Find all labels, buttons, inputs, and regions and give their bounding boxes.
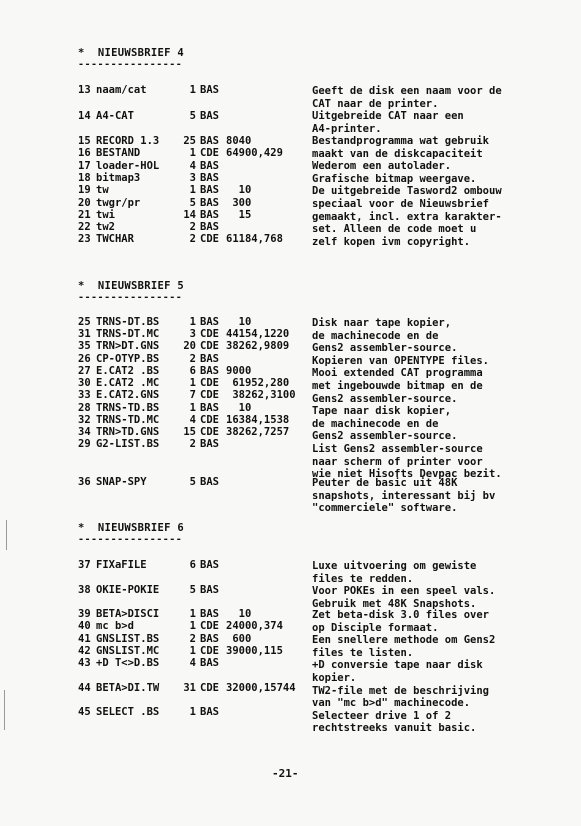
file-type: CDE xyxy=(200,426,219,438)
file-number: 45 xyxy=(78,706,91,718)
file-name: FIXaFILE xyxy=(96,559,147,571)
description-line: Mooi extended CAT programma xyxy=(312,367,483,380)
file-number: 22 xyxy=(78,221,91,233)
file-address: 61952,280 xyxy=(226,377,290,389)
file-type: BAS xyxy=(200,84,219,96)
file-name: twi xyxy=(96,209,115,221)
file-size: 4 xyxy=(189,414,196,426)
file-description xyxy=(312,85,572,110)
file-number: 18 xyxy=(78,172,91,184)
description-line: CAT naar de printer. xyxy=(312,97,439,110)
file-type: BAS xyxy=(200,608,219,620)
file-size: 7 xyxy=(189,389,196,401)
description-line: wie niet Hisofts Devpac bezit. xyxy=(312,468,502,481)
description-line: Voor POKEs in een speel vals. xyxy=(312,585,496,597)
file-name: TRN>TD.GNS xyxy=(96,426,160,438)
file-number: 40 xyxy=(78,620,91,632)
file-description xyxy=(312,110,572,135)
file-size: 6 xyxy=(189,365,196,377)
file-address: 44154,1220 xyxy=(226,328,290,340)
description-line: A4-printer. xyxy=(312,122,382,135)
file-number: 37 xyxy=(78,559,91,571)
file-address: 15 xyxy=(226,209,252,221)
description-line: Grafische bitmap weergave. xyxy=(312,172,477,185)
file-name: SELECT .BS xyxy=(96,706,160,718)
file-description xyxy=(312,135,572,248)
file-type: BAS xyxy=(200,135,219,147)
file-description xyxy=(312,317,572,481)
file-name: tw xyxy=(96,184,109,196)
file-name: OKIE-POKIE xyxy=(96,584,160,596)
file-size: 1 xyxy=(189,316,196,328)
description-line: set. Alleen de code moet u xyxy=(312,223,477,236)
description-line: Gens2 assembler-source. xyxy=(312,342,458,355)
file-type: CDE xyxy=(200,147,219,159)
page-number: -21- xyxy=(272,767,299,780)
file-type: BAS xyxy=(200,438,219,450)
description-line: files te redden. xyxy=(312,572,414,585)
file-name: SNAP-SPY xyxy=(96,476,147,488)
file-number: 25 xyxy=(78,316,91,328)
file-type: BAS xyxy=(200,365,219,377)
description-line: Selecteer drive 1 of 2 xyxy=(312,709,452,722)
file-number: 36 xyxy=(78,476,91,488)
file-type: BAS xyxy=(200,476,219,488)
file-number: 21 xyxy=(78,209,91,221)
file-description xyxy=(312,560,572,585)
file-size: 25 xyxy=(183,135,196,147)
file-number: 13 xyxy=(78,84,91,96)
description-line: Disk naar tape kopier, xyxy=(312,317,452,329)
file-description xyxy=(312,477,572,515)
file-type: BAS xyxy=(200,221,219,233)
file-address: 10 xyxy=(226,184,252,196)
description-line: "commerciele" software. xyxy=(312,502,458,515)
file-type: BAS xyxy=(200,197,219,209)
file-address: 32000,15744 xyxy=(226,682,296,694)
description-line: +D conversie tape naar disk xyxy=(312,659,483,672)
file-size: 3 xyxy=(189,328,196,340)
file-type: BAS xyxy=(200,184,219,196)
file-name: bitmap3 xyxy=(96,172,141,184)
file-type: BAS xyxy=(200,657,219,669)
file-type: CDE xyxy=(200,233,219,245)
file-number: 44 xyxy=(78,682,91,694)
file-address: 9000 xyxy=(226,365,252,377)
file-type: CDE xyxy=(200,414,219,426)
file-address: 10 xyxy=(226,402,252,414)
file-number: 27 xyxy=(78,365,91,377)
file-number: 39 xyxy=(78,608,91,620)
file-name: E.CAT2 .BS xyxy=(96,365,160,377)
file-number: 33 xyxy=(78,389,91,401)
file-type: BAS xyxy=(200,353,219,365)
file-size: 1 xyxy=(189,620,196,632)
description-line: van "mc b>d" machinecode. xyxy=(312,697,471,710)
file-size: 2 xyxy=(189,233,196,245)
description-line: Kopieren van OPENTYPE files. xyxy=(312,354,490,367)
file-number: 38 xyxy=(78,584,91,596)
file-address: 38262,9809 xyxy=(226,340,290,352)
file-name: A4-CAT xyxy=(96,110,134,122)
file-name: CP-OTYP.BS xyxy=(96,353,160,365)
file-size: 4 xyxy=(189,657,196,669)
file-address: 38262,3100 xyxy=(226,389,296,401)
section-underline: ---------------- xyxy=(78,59,183,70)
file-name: TRN>DT.GNS xyxy=(96,340,160,352)
file-name: E.CAT2 .MC xyxy=(96,377,160,389)
file-type: BAS xyxy=(200,402,219,414)
file-name: TRNS-DT.MC xyxy=(96,328,160,340)
section-heading: * NIEUWSBRIEF 5 xyxy=(78,280,184,292)
description-line: Geeft de disk een naam voor de xyxy=(312,85,502,97)
file-number: 14 xyxy=(78,110,91,122)
file-type: BAS xyxy=(200,172,219,184)
section-heading: * NIEUWSBRIEF 6 xyxy=(78,522,184,534)
description-line: List Gens2 assembler-source xyxy=(312,442,483,455)
file-size: 1 xyxy=(189,608,196,620)
file-address: 600 xyxy=(226,633,252,645)
file-address: 16384,1538 xyxy=(226,414,290,426)
description-line: naar scherm of printer voor xyxy=(312,455,483,468)
file-size: 4 xyxy=(189,160,196,172)
file-type: BAS xyxy=(200,209,219,221)
file-type: BAS xyxy=(200,110,219,122)
file-number: 23 xyxy=(78,233,91,245)
description-line: met ingebouwde bitmap en de xyxy=(312,379,483,392)
file-size: 1 xyxy=(189,645,196,657)
description-line: Gens2 assembler-source. xyxy=(312,392,458,405)
file-type: BAS xyxy=(200,559,219,571)
file-number: 29 xyxy=(78,438,91,450)
file-number: 41 xyxy=(78,633,91,645)
file-name: twgr/pr xyxy=(96,197,141,209)
file-size: 31 xyxy=(183,682,196,694)
file-size: 1 xyxy=(189,84,196,96)
description-line: kopier. xyxy=(312,671,357,684)
description-line: TW2-file met de beschrijving xyxy=(312,684,490,697)
file-number: 19 xyxy=(78,184,91,196)
description-line: gemaakt, incl. extra karakter- xyxy=(312,210,502,223)
file-size: 2 xyxy=(189,633,196,645)
file-name: TRNS-DT.BS xyxy=(96,316,160,328)
description-line: Uitgebreide CAT naar een xyxy=(312,110,464,122)
section-heading: * NIEUWSBRIEF 4 xyxy=(78,47,184,59)
file-address: 38262,7257 xyxy=(226,426,290,438)
file-number: 43 xyxy=(78,657,91,669)
description-line: de machinecode en de xyxy=(312,329,439,342)
file-address: 8040 xyxy=(226,135,252,147)
file-address: 300 xyxy=(226,197,252,209)
file-size: 1 xyxy=(189,402,196,414)
file-type: CDE xyxy=(200,389,219,401)
file-size: 5 xyxy=(189,110,196,122)
file-name: GNSLIST.BS xyxy=(96,633,160,645)
file-number: 31 xyxy=(78,328,91,340)
file-number: 20 xyxy=(78,197,91,209)
file-address: 24000,374 xyxy=(226,620,283,632)
file-type: CDE xyxy=(200,340,219,352)
file-size: 20 xyxy=(183,340,196,352)
file-name: BESTAND xyxy=(96,147,141,159)
file-name: naam/cat xyxy=(96,84,147,96)
file-number: 35 xyxy=(78,340,91,352)
file-type: BAS xyxy=(200,706,219,718)
description-line: Peuter de basic uit 48K xyxy=(312,477,458,489)
description-line: De uitgebreide Tasword2 ombouw xyxy=(312,185,502,198)
file-size: 1 xyxy=(189,377,196,389)
description-line: rechtstreeks vanuit basic. xyxy=(312,722,477,735)
file-address: 10 xyxy=(226,608,252,620)
file-name: TRNS-TD.BS xyxy=(96,402,160,414)
file-name: tw2 xyxy=(96,221,115,233)
section-underline: ---------------- xyxy=(78,534,183,545)
file-number: 42 xyxy=(78,645,91,657)
file-size: 5 xyxy=(189,584,196,596)
file-number: 15 xyxy=(78,135,91,147)
file-number: 16 xyxy=(78,147,91,159)
file-number: 17 xyxy=(78,160,91,172)
file-number: 32 xyxy=(78,414,91,426)
file-size: 2 xyxy=(189,221,196,233)
file-type: CDE xyxy=(200,328,219,340)
description-line: op Disciple formaat. xyxy=(312,621,439,634)
file-name: E.CAT2.GNS xyxy=(96,389,160,401)
file-type: BAS xyxy=(200,584,219,596)
file-address: 10 xyxy=(226,316,252,328)
file-name: mc b>d xyxy=(96,620,134,632)
file-name: GNSLIST.MC xyxy=(96,645,160,657)
file-name: G2-LIST.BS xyxy=(96,438,160,450)
file-size: 5 xyxy=(189,476,196,488)
file-type: BAS xyxy=(200,160,219,172)
file-address: 39000,115 xyxy=(226,645,283,657)
description-line: Gens2 assembler-source. xyxy=(312,430,458,443)
file-description xyxy=(312,609,572,735)
file-name: RECORD 1.3 xyxy=(96,135,160,147)
description-line: Wederom een autolader. xyxy=(312,160,452,173)
description-line: speciaal voor de Nieuwsbrief xyxy=(312,197,490,210)
description-line: snapshots, interessant bij bv xyxy=(312,489,496,502)
file-description xyxy=(312,585,572,610)
description-line: maakt van de diskcapaciteit xyxy=(312,147,483,160)
file-size: 1 xyxy=(189,706,196,718)
file-number: 28 xyxy=(78,402,91,414)
description-line: Gebruik met 48K Snapshots. xyxy=(312,597,477,610)
file-size: 6 xyxy=(189,559,196,571)
file-size: 2 xyxy=(189,353,196,365)
file-name: TWCHAR xyxy=(96,233,134,245)
description-line: zelf kopen ivm copyright. xyxy=(312,235,471,248)
file-name: loader-HOL xyxy=(96,160,160,172)
description-line: Bestandprogramma wat gebruik xyxy=(312,135,490,147)
file-type: CDE xyxy=(200,620,219,632)
file-name: TRNS-TD.MC xyxy=(96,414,160,426)
description-line: files te listen. xyxy=(312,646,414,659)
file-type: CDE xyxy=(200,377,219,389)
file-size: 1 xyxy=(189,147,196,159)
description-line: Een snellere methode om Gens2 xyxy=(312,634,496,647)
file-size: 1 xyxy=(189,184,196,196)
section-underline: ---------------- xyxy=(78,292,183,303)
file-type: CDE xyxy=(200,645,219,657)
file-type: BAS xyxy=(200,633,219,645)
description-line: de machinecode en de xyxy=(312,417,439,430)
file-type: BAS xyxy=(200,316,219,328)
description-line: Zet beta-disk 3.0 files over xyxy=(312,609,490,621)
file-address: 61184,768 xyxy=(226,233,283,245)
scan-mark xyxy=(6,520,7,550)
file-size: 5 xyxy=(189,197,196,209)
file-number: 34 xyxy=(78,426,91,438)
file-size: 2 xyxy=(189,438,196,450)
file-name: BETA>DI.TW xyxy=(96,682,160,694)
file-address: 64900,429 xyxy=(226,147,283,159)
file-size: 14 xyxy=(183,209,196,221)
file-size: 3 xyxy=(189,172,196,184)
file-name: +D T<>D.BS xyxy=(96,657,160,669)
file-number: 26 xyxy=(78,353,91,365)
description-line: Luxe uitvoering om gewiste xyxy=(312,560,477,572)
file-name: BETA>DISCI xyxy=(96,608,160,620)
file-type: CDE xyxy=(200,682,219,694)
file-number: 30 xyxy=(78,377,91,389)
file-size: 15 xyxy=(183,426,196,438)
description-line: Tape naar disk kopier, xyxy=(312,405,452,418)
scan-mark xyxy=(4,690,5,730)
